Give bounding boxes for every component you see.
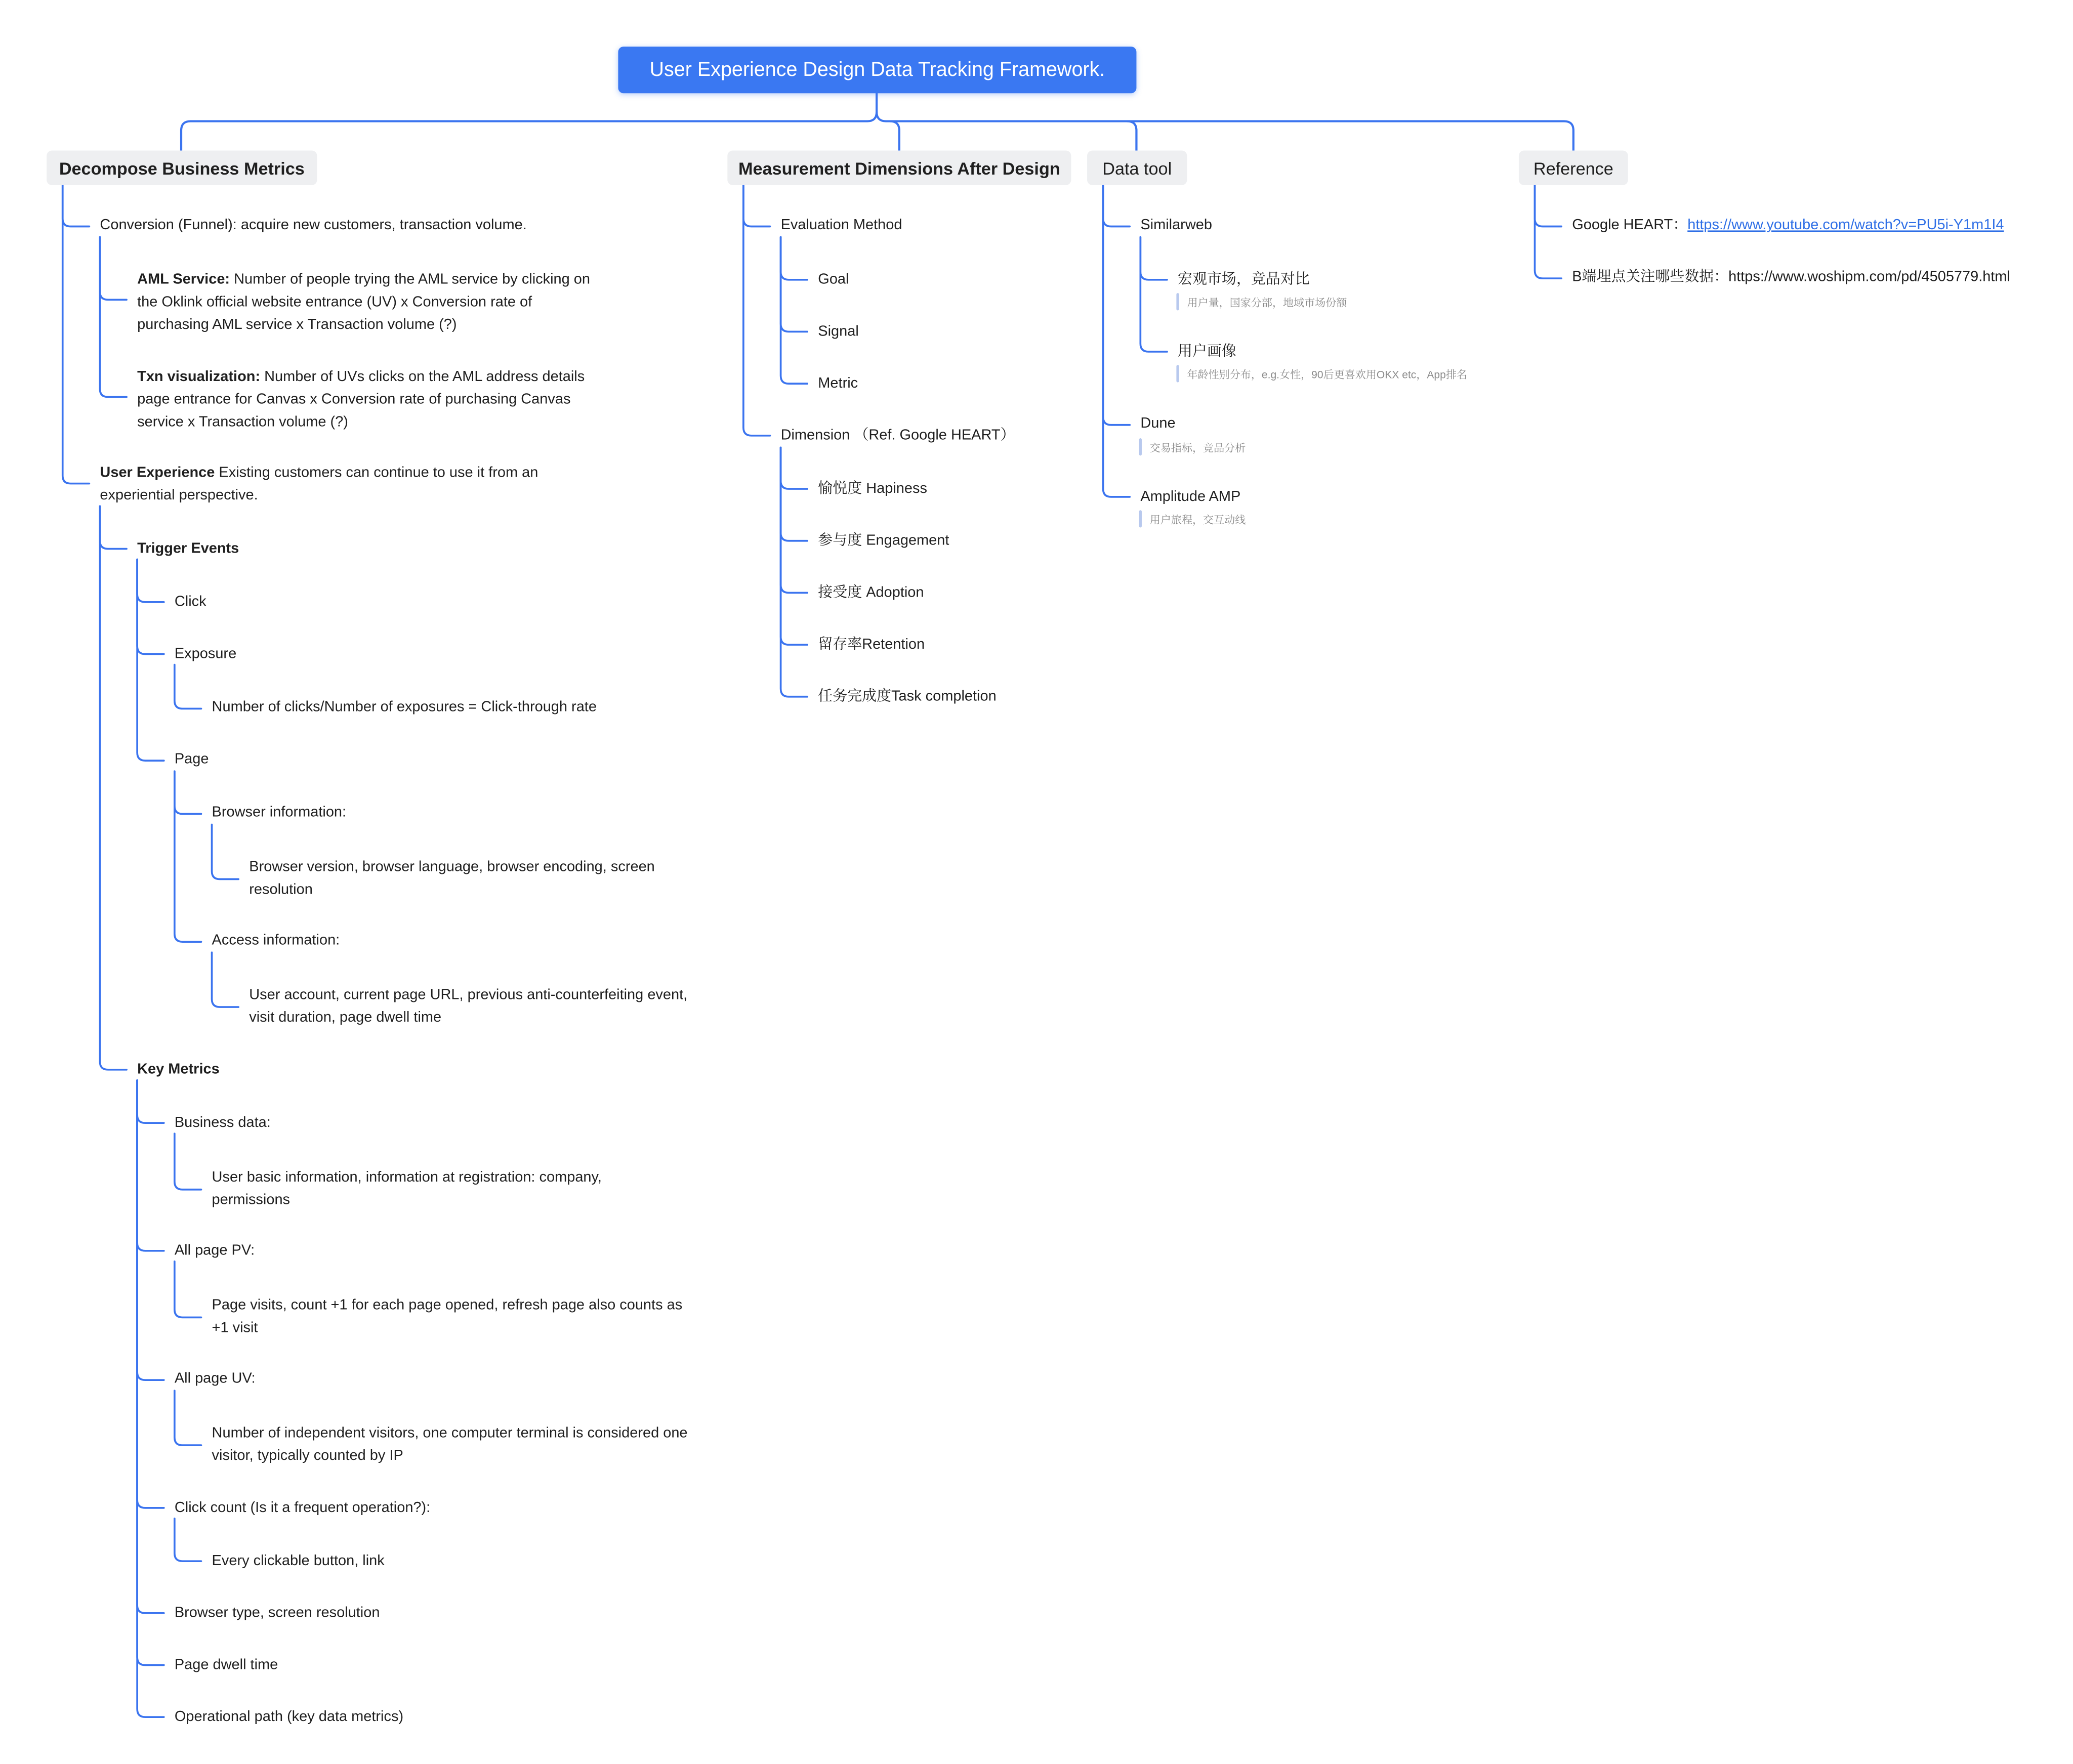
connector-access-info-0 [212,952,239,1007]
connector-dimension-3 [781,447,808,645]
connector-evaluation-2 [781,237,808,384]
root-topic[interactable]: User Experience Design Data Tracking Framework. [618,47,1136,93]
node-engagement[interactable]: 参与度 Engagement [818,532,949,549]
note-amplitude: 用户旅程，交互动线 [1149,514,1246,526]
branch-reference[interactable]: Reference [1519,150,1628,185]
connector-page-1 [175,771,201,942]
node-click[interactable]: Click [174,594,206,610]
connector-dimension-2 [781,447,808,593]
aml-service-text: Number of people trying the AML service by clicking on the Oklink official website entrance (UV) x Conversion rate of purchasing AML service x Transaction volume (?) [137,272,591,333]
google-heart-link[interactable]: https://www.youtube.com/watch?v=PU5i-Y1m1I4 [1687,217,2004,233]
node-similarweb[interactable]: Similarweb [1140,217,1212,233]
connector-measurement-0 [743,185,770,227]
connector-datatool-2 [1103,185,1130,497]
node-retention[interactable]: 留存率Retention [818,637,925,653]
node-evaluation-method[interactable]: Evaluation Method [780,217,902,233]
node-click-count-detail[interactable]: Every clickable button, link [212,1553,385,1569]
node-exposure[interactable]: Exposure [174,646,237,662]
branch-data-tool[interactable]: Data tool [1087,150,1187,185]
node-dimension[interactable]: Dimension （Ref. Google HEART） [780,428,1015,444]
node-conversion[interactable]: Conversion (Funnel): acquire new customers, transaction volume. [100,217,527,233]
connector-dimension-4 [781,447,808,696]
node-trigger-events[interactable]: Trigger Events [137,540,239,557]
user-experience-label: User Experience [100,465,215,481]
note-dune: 交易指标，竞品分析 [1149,442,1246,454]
connector-datatool-1 [1103,185,1130,425]
node-google-heart[interactable] [1572,215,2004,237]
connector-decompose-1 [63,185,90,484]
connector-key-metrics-1 [137,1080,164,1251]
connector-key-metrics-3 [137,1080,164,1508]
connector-dimension-0 [781,447,808,489]
txn-visualization-label: Txn visualization: [137,369,261,385]
node-macro-market[interactable]: 宏观市场，竞品对比 [1178,272,1310,288]
node-dune[interactable]: Dune [1140,415,1176,432]
node-business-data[interactable]: Business data: [174,1115,271,1131]
node-business-data-detail[interactable]: User basic information, information at registration: company, permissions [212,1169,602,1208]
node-task-completion[interactable]: 任务完成度Task completion [818,688,997,705]
connector-measurement-1 [743,185,770,436]
branch-decompose-business-metrics[interactable]: Decompose Business Metrics [47,150,317,185]
node-click-count[interactable]: Click count (Is it a frequent operation?): [174,1500,431,1516]
connector-conversion-1 [100,237,127,397]
connector-root-left [181,93,877,150]
connector-reference-1 [1535,185,1562,278]
connector-uv-0 [175,1391,201,1445]
node-page-dwell-time[interactable]: Page dwell time [174,1657,278,1673]
connector-evaluation-1 [781,237,808,332]
connector-decompose-0 [63,185,90,227]
node-user-portrait[interactable]: 用户画像 [1178,344,1236,360]
connector-trigger-2 [137,560,164,761]
note-macro-market: 用户量，国家分部，地域市场份额 [1187,297,1347,309]
node-all-page-uv[interactable]: All page UV: [174,1370,256,1387]
connector-trigger-0 [137,560,164,602]
connector-conversion-0 [100,237,127,300]
connector-ux-1 [100,506,127,1070]
connector-key-metrics-0 [137,1080,164,1123]
connector-root-datatool [1127,121,1136,151]
txn-visualization-text: Number of UVs clicks on the AML address details page entrance for Canvas x Conversion rate of purchasing Canvas service x Transaction volume (?) [137,369,585,431]
node-all-page-pv-detail[interactable]: Page visits, count +1 for each page opened, refresh page also counts as +1 visit [212,1297,683,1336]
node-happiness[interactable]: 愉悦度 Hapiness [818,481,927,497]
connector-business-data-0 [175,1133,201,1190]
branch-measurement-dimensions[interactable]: Measurement Dimensions After Design [727,150,1071,185]
node-aml-service[interactable] [137,269,603,337]
node-goal[interactable]: Goal [818,272,849,288]
node-metric[interactable]: Metric [818,375,858,392]
connector-page-0 [175,771,201,814]
node-signal[interactable]: Signal [818,323,859,340]
connector-pv-0 [175,1262,201,1318]
node-access-information-detail[interactable]: User account, current page URL, previous anti-counterfeiting event, visit duration, page dwell time [249,987,688,1026]
node-browser-information[interactable]: Browser information: [212,804,347,821]
connector-similarweb-1 [1140,237,1167,352]
node-click-through-rate[interactable]: Number of clicks/Number of exposures = Click-through rate [212,699,597,716]
connector-key-metrics-4 [137,1080,164,1613]
connector-root-measurement [890,121,899,151]
connector-key-metrics-5 [137,1080,164,1665]
node-adoption[interactable]: 接受度 Adoption [818,584,924,601]
node-txn-visualization[interactable] [137,366,590,434]
connector-evaluation-0 [781,237,808,280]
connector-reference-0 [1535,185,1562,227]
node-b-end-tracking[interactable]: B端埋点关注哪些数据：https://www.woshipm.com/pd/4505779.html [1572,269,2011,285]
connector-browser-info-0 [212,824,239,879]
connector-trigger-1 [137,560,164,654]
connector-ux-0 [100,506,127,549]
node-operational-path[interactable]: Operational path (key data metrics) [174,1709,404,1725]
aml-service-label: AML Service: [137,272,230,288]
note-user-portrait: 年龄性别分布，e.g.女性，90后更喜欢用OKX etc，App排名 [1187,369,1467,381]
node-amplitude[interactable]: Amplitude AMP [1140,489,1241,505]
node-key-metrics[interactable]: Key Metrics [137,1062,220,1078]
node-all-page-pv[interactable]: All page PV: [174,1243,255,1259]
connector-click-count-0 [175,1519,201,1561]
node-browser-information-detail[interactable]: Browser version, browser language, browser encoding, screen resolution [249,859,655,898]
node-browser-type[interactable]: Browser type, screen resolution [174,1605,380,1621]
connector-dimension-1 [781,447,808,540]
connector-root-right [877,112,1573,150]
user-experience-text: Existing customers can continue to use it from an experiential perspective. [100,465,538,504]
node-user-experience[interactable] [100,462,566,508]
google-heart-label: Google HEART： [1572,217,1688,233]
node-page[interactable]: Page [174,751,209,768]
connector-key-metrics-6 [137,1080,164,1717]
connector-similarweb-0 [1140,237,1167,280]
connector-datatool-0 [1103,185,1130,227]
node-access-information[interactable]: Access information: [212,932,340,949]
connector-key-metrics-2 [137,1080,164,1380]
connector-exposure-0 [175,665,201,709]
node-all-page-uv-detail[interactable]: Number of independent visitors, one computer terminal is considered one visitor, typically counted by IP [212,1425,688,1464]
